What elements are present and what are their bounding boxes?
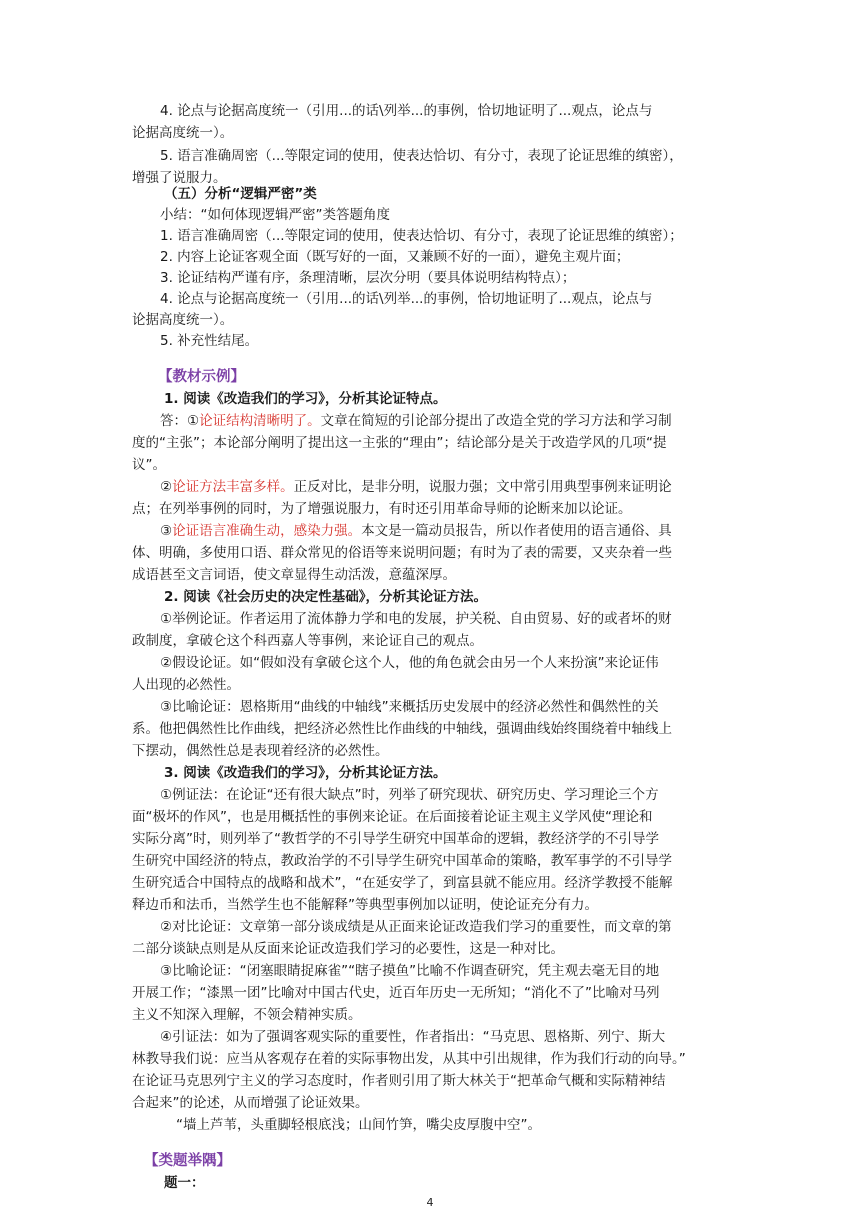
- similar-questions-heading: 【类题举隅】: [144, 1153, 231, 1169]
- summary-heading: 小结：“如何体现逻辑严密”类答题角度: [160, 207, 390, 223]
- q3-para-3-l3: 主义不知深入理解，不领会精神实质。: [132, 1007, 362, 1023]
- logic-item-4-cont: 论据高度统一）。: [132, 312, 234, 328]
- answer-3-line-2: 体、明确，多使用口语、群众常见的俗语等来说明问题；有时为了表的需要，又夹杂着一些: [132, 545, 672, 561]
- answer-1-line-3: 议”。: [132, 457, 166, 473]
- logic-item-4: 4. 论点与论据高度统一（引用...的话\列举...的事例，恰切地证明了...观点，论点与: [160, 291, 653, 307]
- q3-para-1-l5: 生研究适合中国特点的战略和战术”，“在延安学了，到富县就不能应用。经济学教授不能解: [132, 875, 673, 891]
- q3-para-2: ②对比论证：文章第一部分谈成绩是从正面来论证改造我们学习的重要性，而文章的第: [160, 919, 672, 935]
- answer-2-line: [160, 476, 732, 498]
- highlight-structure: 论证结构清晰明了。: [199, 413, 321, 429]
- q3-para-4-l3: 在论证马克思列宁主义的学习态度时，作者则引用了斯大林关于“把革命气概和实际精神结: [132, 1073, 666, 1089]
- answer-1-line: [160, 410, 732, 432]
- q2-para-3-cont2: 下摆动，偶然性总是表现着经济的必然性。: [132, 743, 389, 759]
- q3-para-1-l4: 生研究中国经济的特点，教政治学的不引导学生研究中国革命的策略，教军事学的不引导学: [132, 853, 672, 869]
- q3-para-1-l2: 面“极坏的作风”，也是用概括性的事例来论证。在后面接着论证主观主义学风使“理论和: [132, 809, 653, 825]
- q3-para-2-cont: 二部分谈缺点则是从反面来论证改造我们学习的必要性，这是一种对比。: [132, 941, 564, 957]
- summary-item-5: 5. 语言准确周密（...等限定词的使用，使表达恰切、有分寸，表现了论证思维的缜密），: [160, 148, 683, 164]
- q3-para-4: ④引证法：如为了强调客观实际的重要性，作者指出：“马克思、恩格斯、列宁、斯大: [160, 1029, 666, 1045]
- q3-para-1-l3: 实际分离”时，则列举了“教哲学的不引导学生研究中国革命的逻辑，教经济学的不引导学: [132, 831, 659, 847]
- q3-para-3: ③比喻论证：“闭塞眼睛捉麻雀”“瞎子摸鱼”比喻不作调查研究，凭主观去毫无目的地: [160, 963, 660, 979]
- quote-line: “墙上芦苇，头重脚轻根底浅；山间竹笋，嘴尖皮厚腹中空”。: [176, 1117, 541, 1133]
- logic-item-5: 5. 补充性结尾。: [160, 333, 259, 349]
- q2-para-3-cont: 系。他把偶然性比作曲线，把经济必然性比作曲线的中轴线，强调曲线始终围绕着中轴线上: [132, 721, 672, 737]
- q2-para-1-cont: 政制度，拿破仑这个科西嘉人等事例，来论证自己的观点。: [132, 633, 483, 649]
- summary-item-4-cont: 论据高度统一）。: [132, 125, 234, 141]
- example-question-1: 1. 阅读《改造我们的学习》，分析其论证特点。: [164, 391, 447, 407]
- answer-text: 文章在简短的引论部分提出了改造全党的学习方法和学习制: [320, 413, 672, 429]
- section-heading-logic: （五）分析“逻辑严密”类: [164, 186, 317, 202]
- q3-para-1-l6: 释边币和法币，当然学生也不能解释”等典型事例加以证明，使论证充分有力。: [132, 897, 598, 913]
- answer-text: 正反对比，是非分明，说服力强；文中常引用典型事例来证明论: [293, 479, 672, 495]
- textbook-example-heading: 【教材示例】: [158, 369, 245, 385]
- highlight-methods: 论证方法丰富多样。: [172, 479, 294, 495]
- summary-item-4: 4. 论点与论据高度统一（引用...的话\列举...的事例，恰切地证明了...观点，论点与: [160, 103, 653, 119]
- summary-item-5-cont: 增强了说服力。: [132, 170, 227, 186]
- q3-para-1: ①例证法：在论证“还有很大缺点”时，列举了研究现状、研究历史、学习理论三个方: [160, 787, 659, 803]
- q3-para-4-l4: 合起来”的论述，从而增强了论证效果。: [132, 1095, 369, 1111]
- q2-para-2-cont: 人出现的必然性。: [132, 677, 240, 693]
- q2-para-2: ②假设论证。如“假如没有拿破仑这个人，他的角色就会由另一个人来扮演”来论证伟: [160, 655, 659, 671]
- answer-prefix: 答：①: [160, 413, 200, 429]
- q3-para-4-l2: 林教导我们说：应当从客观存在着的实际事物出发，从其中引出规律，作为我们行动的向导。”: [132, 1051, 686, 1067]
- question-one-label: 题一：: [164, 1175, 205, 1191]
- q3-para-3-l2: 开展工作；“漆黑一团”比喻对中国古代史，近百年历史一无所知；“消化不了”比喻对马列: [132, 985, 660, 1001]
- answer-2-line-2: 点；在列举事例的同时，为了增强说服力，有时还引用革命导师的论断来加以论证。: [132, 501, 632, 517]
- answer-3-line-3: 成语甚至文言词语，使文章显得生动活泼，意蕴深厚。: [132, 567, 456, 583]
- answer-prefix: ③: [160, 523, 173, 539]
- answer-text: 本文是一篇动员报告，所以作者使用的语言通俗、具: [361, 523, 672, 539]
- example-question-2: 2. 阅读《社会历史的决定性基础》，分析其论证方法。: [164, 589, 487, 605]
- logic-item-1: 1. 语言准确周密（...等限定词的使用，使表达恰切、有分寸，表现了论证思维的缜密）；: [160, 228, 683, 244]
- answer-3-line: [160, 520, 732, 542]
- logic-item-3: 3. 论证结构严谨有序，条理清晰，层次分明（要具体说明结构特点）；: [160, 270, 576, 286]
- page-number: 4: [426, 1196, 434, 1209]
- highlight-language: 论证语言准确生动，感染力强。: [172, 523, 362, 539]
- logic-item-2: 2. 内容上论证客观全面（既写好的一面，又兼顾不好的一面），避免主观片面；: [160, 249, 630, 265]
- example-question-3: 3. 阅读《改造我们的学习》，分析其论证方法。: [164, 765, 447, 781]
- q2-para-1: ①举例论证。作者运用了流体静力学和电的发展，护关税、自由贸易、好的或者坏的财: [160, 611, 672, 627]
- answer-prefix: ②: [160, 479, 173, 495]
- q2-para-3: ③比喻论证：恩格斯用“曲线的中轴线”来概括历史发展中的经济必然性和偶然性的关: [160, 699, 659, 715]
- answer-1-line-2: 度的“主张”；本论部分阐明了提出这一主张的“理由”；结论部分是关于改造学风的几项“提: [132, 435, 667, 451]
